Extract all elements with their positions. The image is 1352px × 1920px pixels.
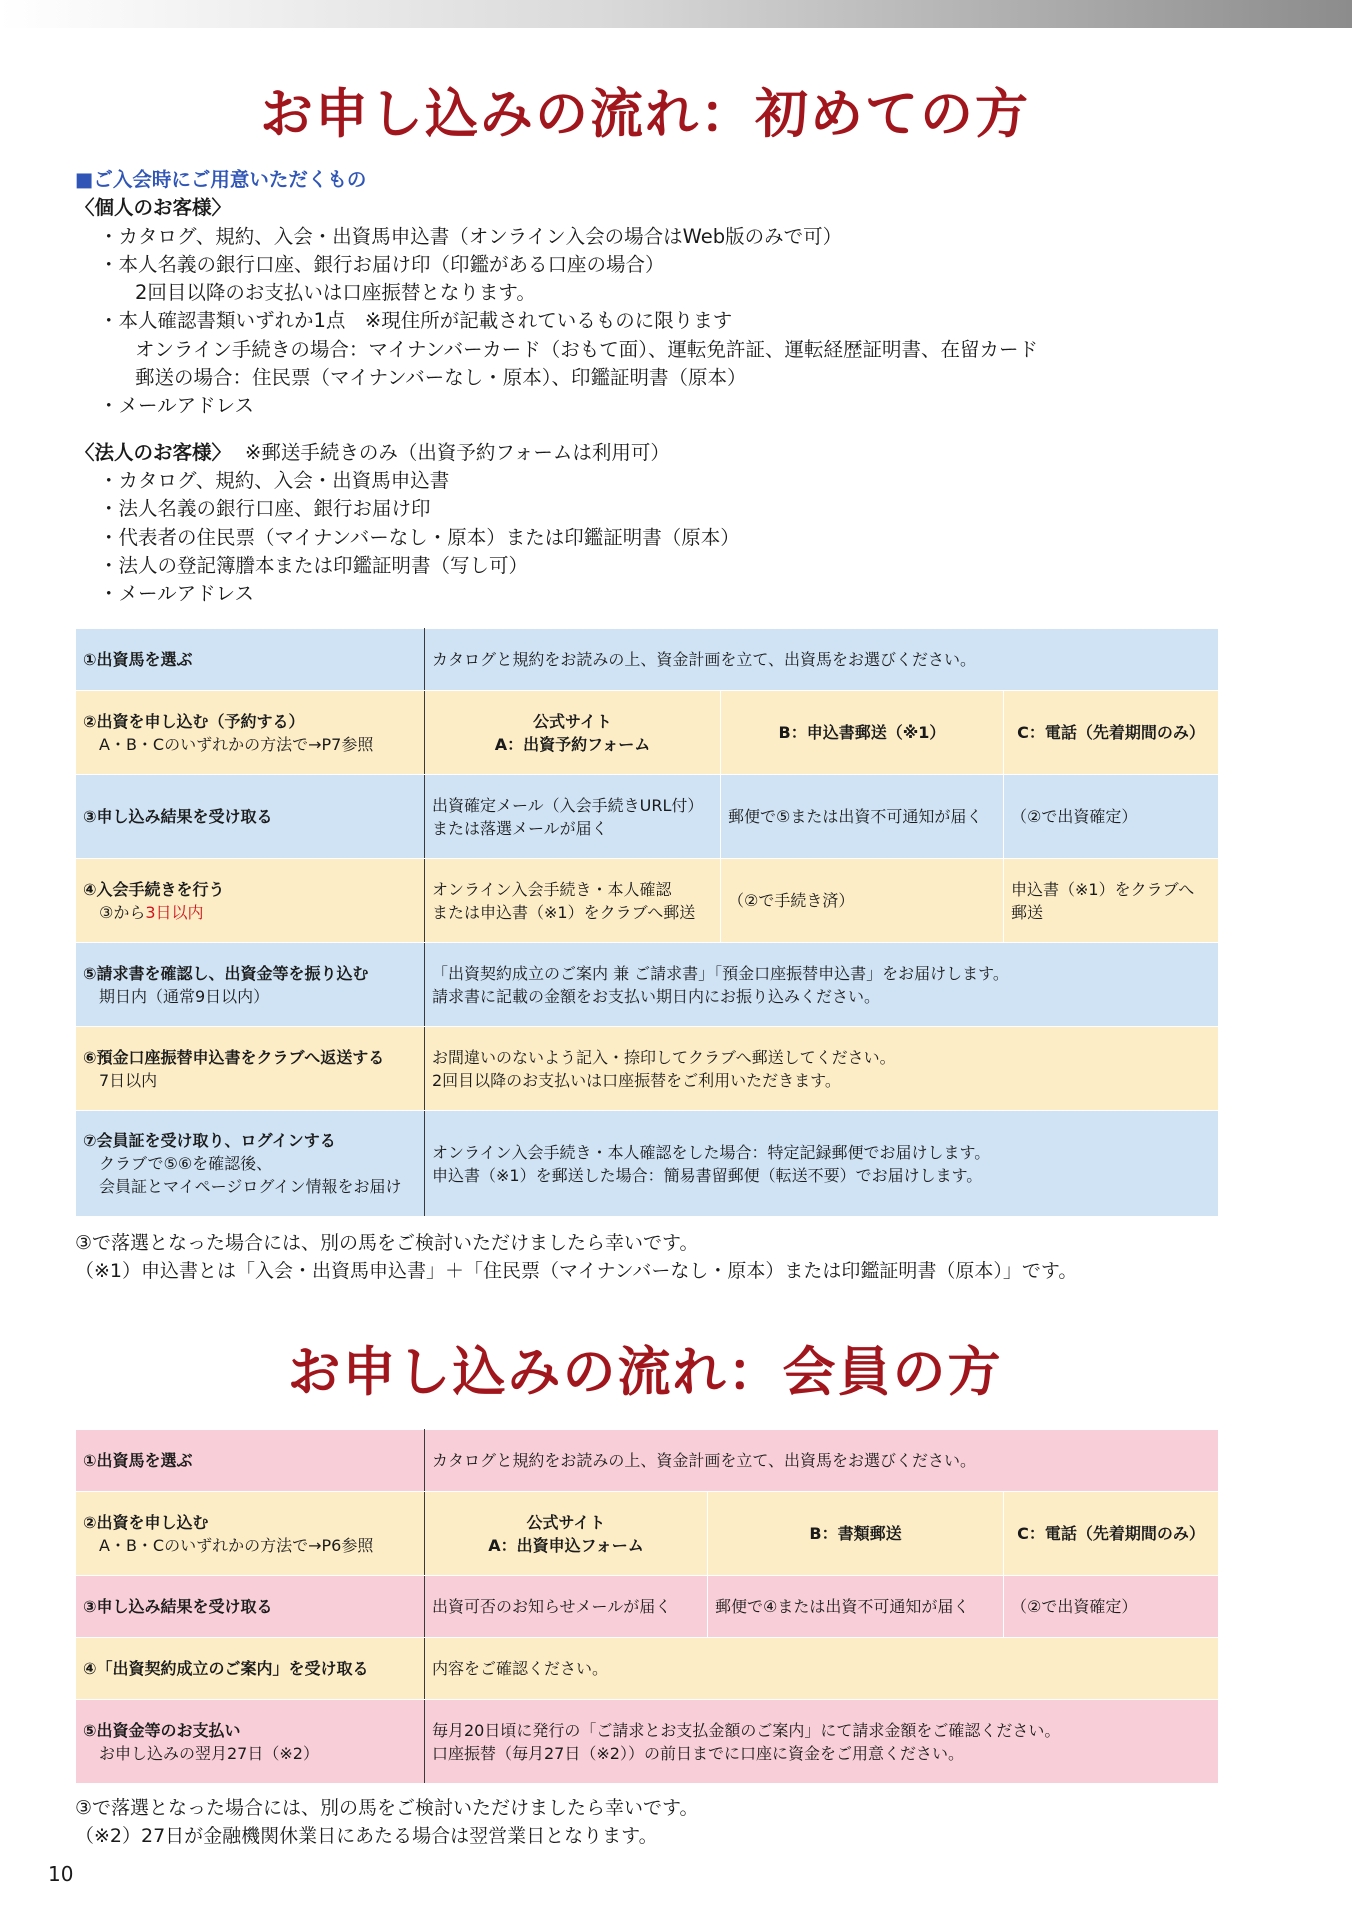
table-row: [76, 1027, 1219, 1111]
step-label: ②出資を申し込む: [83, 1512, 209, 1532]
option-b-text: （②で手続き済）: [721, 859, 1004, 943]
individual-item-note: 郵送の場合：住民票（マイナンバーなし・原本）、印鑑証明書（原本）: [135, 366, 747, 390]
individual-item-note: 2回目以降のお支払いは口座振替となります。: [135, 281, 536, 305]
step-label: ③申し込み結果を受け取る: [76, 1576, 425, 1638]
note-line: （※2）27日が金融機関休業日にあたる場合は翌営業日となります。: [75, 1825, 658, 1847]
note-line: ③で落選となった場合には、別の馬をご検討いただけましたら幸いです。: [75, 1797, 699, 1819]
step-label: ①出資馬を選ぶ: [76, 1430, 425, 1492]
option-c-text: （②で出資確定）: [1004, 775, 1219, 859]
step-description: 申込書（※1）を郵送した場合：簡易書留郵便（転送不要）でお届けします。: [432, 1165, 983, 1185]
corporate-heading-note: ※郵送手続きのみ（出資予約フォームは利用可）: [245, 440, 670, 464]
option-b-name: B：申込書郵送（※1）: [721, 691, 1004, 775]
option-a-text: 出資確定メール（入会手続きURL付）: [432, 795, 704, 815]
step-description: 口座振替（毎月27日（※2））の前日までに口座に資金をご用意ください。: [432, 1743, 964, 1763]
required-items-heading: ■ご入会時にご用意いただくもの: [75, 168, 367, 191]
step-sub-label: A・B・Cのいずれかの方法で→P6参照: [99, 1535, 374, 1555]
step-description: 請求書に記載の金額をお支払い期日内にお振り込みください。: [432, 986, 881, 1006]
step-sub-label: 会員証とマイページログイン情報をお届け: [99, 1177, 402, 1196]
notes-members: [75, 1794, 699, 1850]
step-label: ②出資を申し込む（予約する）: [83, 711, 305, 731]
note-line: ③で落選となった場合には、別の馬をご検討いただけましたら幸いです。: [75, 1232, 699, 1254]
option-a-name: A：出資予約フォーム: [494, 734, 651, 754]
step-label: ⑤請求書を確認し、出資金等を振り込む: [83, 963, 369, 983]
option-b-text: 郵便で⑤または出資不可通知が届く: [721, 775, 1004, 859]
flow-table-first-time: [75, 628, 1219, 1217]
individual-item: ・本人確認書類いずれか1点 ※現住所が記載されているものに限ります: [99, 309, 733, 333]
step-sub-label: 期日内（通常9日以内）: [99, 986, 270, 1006]
note-line: （※1）申込書とは「入会・出資馬申込書」＋「住民票（マイナンバーなし・原本）または印鑑証明書（原本）」です。: [75, 1260, 1078, 1282]
table-row: [76, 859, 1219, 943]
option-a-text: または申込書（※1）をクラブへ郵送: [432, 902, 696, 922]
table-row: [76, 1430, 1219, 1492]
step-description: カタログと規約をお読みの上、資金計画を立て、出資馬をお選びください。: [425, 1430, 1219, 1492]
step-sub-label: お申し込みの翌月27日（※2）: [99, 1743, 319, 1763]
page-title-first-time: お申し込みの流れ：初めての方: [260, 84, 1030, 145]
corporate-heading-line: [75, 439, 1225, 467]
step-description: 2回目以降のお支払いは口座振替をご利用いただきます。: [432, 1070, 841, 1090]
option-a-text: または落選メールが届く: [432, 818, 608, 838]
table-row: [76, 629, 1219, 691]
option-a-label: 公式サイト: [526, 1512, 606, 1532]
individual-item: ・カタログ、規約、入会・出資馬申込書（オンライン入会の場合はWeb版のみで可）: [99, 224, 843, 248]
corporate-item: ・代表者の住民票（マイナンバーなし・原本）または印鑑証明書（原本）: [99, 525, 740, 549]
step-description: オンライン入会手続き・本人確認をした場合：特定記録郵便でお届けします。: [432, 1142, 991, 1162]
option-a-name: A：出資申込フォーム: [488, 1535, 644, 1555]
table-row: [76, 1111, 1219, 1217]
table-row: [76, 943, 1219, 1027]
table-row: [76, 775, 1219, 859]
table-row: [76, 1638, 1219, 1700]
option-c-name: C：電話（先着期間のみ）: [1004, 691, 1219, 775]
deadline-highlight: 3日以内: [145, 902, 204, 922]
option-c-name: C：電話（先着期間のみ）: [1004, 1492, 1219, 1576]
step-description: カタログと規約をお読みの上、資金計画を立て、出資馬をお選びください。: [425, 629, 1219, 691]
individual-item: ・メールアドレス: [99, 394, 255, 418]
corporate-heading: 〈法人のお客様〉: [75, 440, 232, 464]
step-sub-label: ③から3日以内: [99, 902, 204, 922]
individual-heading: 〈個人のお客様〉: [75, 196, 232, 220]
table-row: [76, 1700, 1219, 1784]
step-label: ⑤出資金等のお支払い: [83, 1720, 241, 1740]
step-label: ⑦会員証を受け取り、ログインする: [83, 1131, 336, 1150]
option-a-label: 公式サイト: [533, 711, 612, 731]
option-a-text: オンライン入会手続き・本人確認: [432, 879, 672, 899]
option-c-text: 申込書（※1）をクラブへ: [1011, 879, 1195, 899]
step-sub-label: 7日以内: [99, 1070, 158, 1090]
option-c-text: （②で出資確定）: [1004, 1576, 1219, 1638]
step-label: ④「出資契約成立のご案内」を受け取る: [76, 1638, 425, 1700]
step-sub-label: クラブで⑤⑥を確認後、: [99, 1154, 273, 1173]
step-sub-label: A・B・Cのいずれかの方法で→P7参照: [99, 734, 374, 754]
table-row: [76, 1576, 1219, 1638]
step-description: 内容をご確認ください。: [425, 1638, 1219, 1700]
individual-item: ・本人名義の銀行口座、銀行お届け印（印鑑がある口座の場合）: [99, 252, 665, 276]
corporate-item: ・カタログ、規約、入会・出資馬申込書: [99, 468, 450, 492]
step-label: ①出資馬を選ぶ: [76, 629, 425, 691]
top-gradient-bar: [0, 0, 1352, 28]
required-items-section: [75, 166, 1225, 608]
notes-first-time: [75, 1229, 1077, 1285]
flow-table-members: [75, 1429, 1219, 1784]
step-label: ④入会手続きを行う: [83, 879, 225, 899]
option-c-text: 郵送: [1011, 902, 1044, 922]
page-title-members: お申し込みの流れ：会員の方: [287, 1342, 1003, 1403]
corporate-item: ・法人名義の銀行口座、銀行お届け印: [99, 497, 431, 521]
corporate-item: ・メールアドレス: [99, 582, 255, 606]
option-b-name: B：書類郵送: [708, 1492, 1004, 1576]
step-description: 「出資契約成立のご案内 兼 ご請求書」「預金口座振替申込書」をお届けします。: [432, 963, 1009, 983]
table-row: [76, 1492, 1219, 1576]
step-label: ③申し込み結果を受け取る: [76, 775, 425, 859]
step-description: お間違いのないよう記入・捺印してクラブへ郵送してください。: [432, 1047, 896, 1067]
step-label: ⑥預金口座振替申込書をクラブへ返送する: [83, 1047, 385, 1067]
option-a-text: 出資可否のお知らせメールが届く: [425, 1576, 708, 1638]
individual-item-note: オンライン手続きの場合：マイナンバーカード（おもて面）、運転免許証、運転経歴証明書、在留カード: [135, 337, 1039, 361]
page-number: 10: [48, 1862, 74, 1886]
corporate-item: ・法人の登記簿謄本または印鑑証明書（写し可）: [99, 553, 529, 577]
option-b-text: 郵便で④または出資不可通知が届く: [708, 1576, 1004, 1638]
step-description: 毎月20日頃に発行の「ご請求とお支払金額のご案内」にて請求金額をご確認ください。: [432, 1720, 1061, 1740]
table-row: [76, 691, 1219, 775]
